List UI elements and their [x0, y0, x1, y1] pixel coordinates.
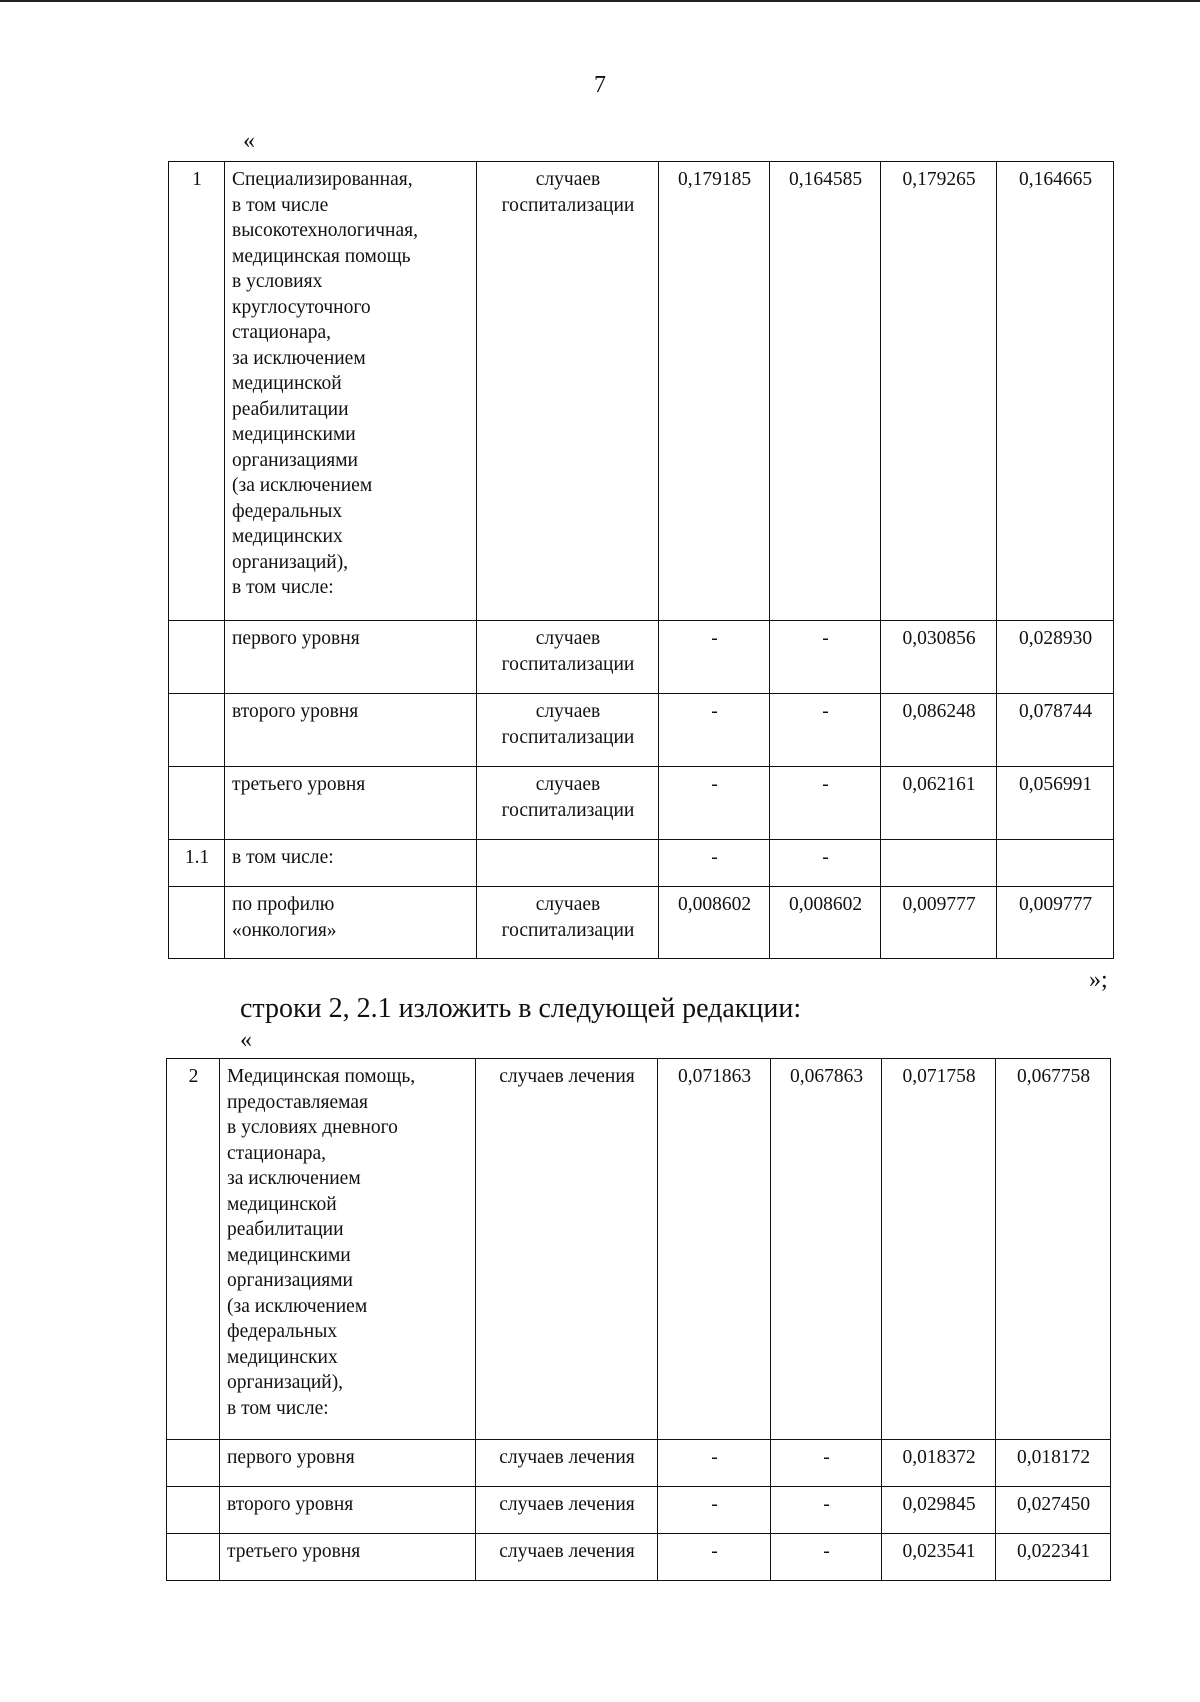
table-row [169, 162, 1114, 621]
value-cell: 0,067863 [771, 1059, 882, 1440]
value-cell: 0,056991 [997, 767, 1114, 840]
row-unit: случаев лечения [499, 1447, 635, 1468]
row-name: первого уровня [227, 1447, 355, 1468]
value-cell: - [658, 1534, 771, 1581]
page-top-border [0, 0, 1200, 2]
value-cell: 0,078744 [997, 694, 1114, 767]
row-name: второго уровня [227, 1494, 354, 1515]
row-unit: случаев госпитализации [501, 894, 635, 941]
value-cell [997, 840, 1114, 887]
row-name: в том числе: [232, 847, 334, 868]
row-unit: случаев госпитализации [501, 628, 635, 675]
row-number: 1.1 [169, 840, 225, 887]
table-row [167, 1059, 1111, 1440]
row-unit: случаев лечения [499, 1494, 635, 1515]
value-cell: 0,008602 [770, 887, 881, 959]
value-cell: 0,071758 [882, 1059, 996, 1440]
row-number: 1 [169, 162, 225, 621]
value-cell: 0,018372 [882, 1440, 996, 1487]
table-row [169, 767, 1114, 840]
table-row [167, 1487, 1111, 1534]
value-cell: 0,067758 [996, 1059, 1111, 1440]
value-cell: - [659, 767, 770, 840]
value-cell: - [658, 1487, 771, 1534]
value-cell: 0,086248 [881, 694, 997, 767]
value-cell: - [659, 840, 770, 887]
value-cell: - [771, 1534, 882, 1581]
value-cell: 0,022341 [996, 1534, 1111, 1581]
value-cell: 0,023541 [882, 1534, 996, 1581]
row-unit: случаев госпитализации [501, 701, 635, 748]
row-unit: случаев лечения [499, 1066, 635, 1087]
value-cell: - [658, 1440, 771, 1487]
row-name: третьего уровня [227, 1541, 361, 1562]
value-cell: 0,028930 [997, 621, 1114, 694]
table-row [167, 1440, 1111, 1487]
table-row [169, 840, 1114, 887]
row-name: второго уровня [232, 701, 359, 722]
value-cell: 0,009777 [997, 887, 1114, 959]
value-cell: - [770, 621, 881, 694]
value-cell [881, 840, 997, 887]
value-cell: 0,071863 [658, 1059, 771, 1440]
value-cell: 0,062161 [881, 767, 997, 840]
value-cell: 0,018172 [996, 1440, 1111, 1487]
value-cell: 0,030856 [881, 621, 997, 694]
row-unit: случаев госпитализации [501, 774, 635, 821]
row-name: первого уровня [232, 628, 360, 649]
value-cell: - [770, 840, 881, 887]
table-day-hospital-care [166, 1058, 1111, 1581]
value-cell: 0,027450 [996, 1487, 1111, 1534]
value-cell: - [770, 694, 881, 767]
row-name: третьего уровня [232, 774, 366, 795]
opening-quote-2: « [240, 1027, 252, 1053]
value-cell: 0,029845 [882, 1487, 996, 1534]
table-row [169, 887, 1114, 959]
value-cell: 0,009777 [881, 887, 997, 959]
row-name: Специализированная, в том числе высокотехнологичная, медицинская помощь в условиях круглосуточного стационара, за исключением медицинской реабилитации медицинскими организациями (за исключением федеральных медицинских организаций), в том числе: [232, 169, 418, 598]
value-cell: - [771, 1487, 882, 1534]
instruction-text: строки 2, 2.1 изложить в следующей редакции: [240, 993, 802, 1024]
table-row [169, 694, 1114, 767]
table-row [169, 621, 1114, 694]
value-cell: 0,164665 [997, 162, 1114, 621]
value-cell: - [659, 694, 770, 767]
value-cell: - [771, 1440, 882, 1487]
opening-quote-1: « [243, 128, 255, 154]
row-unit: случаев госпитализации [501, 169, 635, 216]
value-cell: - [770, 767, 881, 840]
value-cell: 0,008602 [659, 887, 770, 959]
row-unit: случаев лечения [499, 1541, 635, 1562]
page-number: 7 [594, 72, 606, 98]
value-cell: 0,179265 [881, 162, 997, 621]
value-cell: 0,179185 [659, 162, 770, 621]
value-cell: 0,164585 [770, 162, 881, 621]
closing-quote-1: »; [1089, 967, 1108, 993]
row-name: Медицинская помощь, предоставляемая в условиях дневного стационара, за исключением медицинской реабилитации медицинскими организациями (за исключением федеральных медицинских организаций), в том числе: [227, 1066, 416, 1419]
row-name: по профилю «онкология» [232, 894, 337, 941]
row-number: 2 [167, 1059, 220, 1440]
value-cell: - [659, 621, 770, 694]
table-row [167, 1534, 1111, 1581]
table-hospital-care [168, 161, 1114, 959]
